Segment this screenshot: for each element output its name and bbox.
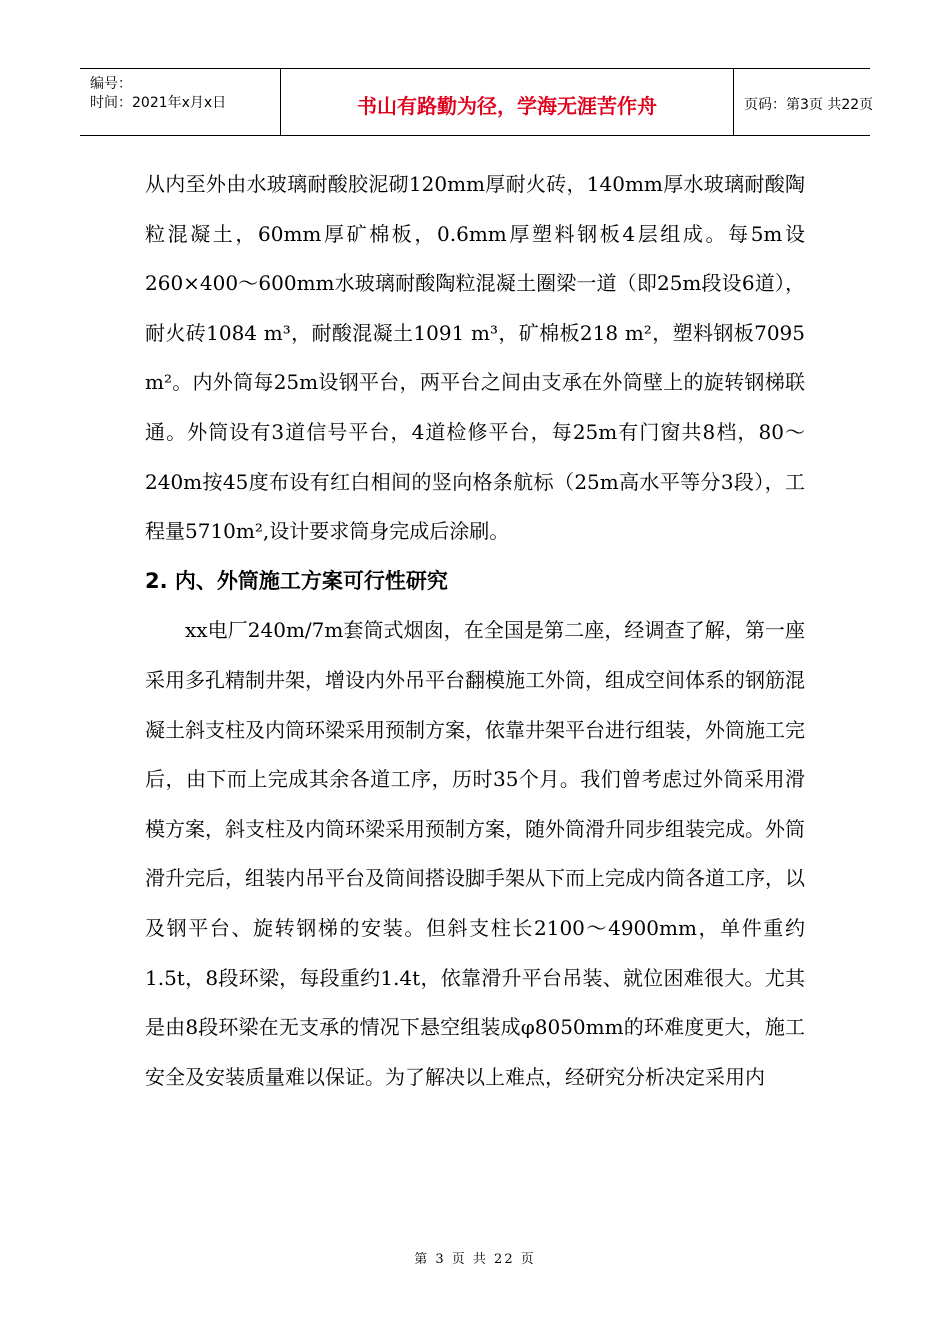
section-heading-2: 2. 内、外筒施工方案可行性研究 xyxy=(145,568,448,593)
paragraph-structure-description: 从内至外由水玻璃耐酸胶泥砌120mm厚耐火砖，140mm厚水玻璃耐酸陶粒混凝土，60mm厚矿棉板，0.6mm厚塑料钢板4层组成。每5m设260×400～600mm水玻璃耐酸陶粒混凝土圈梁一道（即25m段设6道），耐火砖1084 m³，耐酸混凝土1091 m³，矿棉板218 m²，塑料钢板7095 m²。内外筒每25m设钢平台，两平台之间由支承在外筒壁上的旋转钢梯联通。外筒设有3道信号平台，4道检修平台，每25m有门窗共8档，80～240m按45度布设有红白相间的竖向格条航标（25m高水平等分3段），工程量5710m²,设计要求筒身完成后涂刷。 xyxy=(145,172,805,544)
page-header xyxy=(80,68,874,136)
document-date-label: 时间：2021年x月x日 xyxy=(90,95,227,111)
page-footer: 第 3 页 共 22 页 xyxy=(414,1252,536,1267)
header-motto-cell xyxy=(280,69,734,135)
header-page-info: 页码：第3页 共22页 xyxy=(744,97,874,113)
document-number-label: 编号： xyxy=(90,76,132,92)
header-right-cell xyxy=(734,69,874,135)
header-motto: 书山有路勤为径，学海无涯苦作舟 xyxy=(357,94,657,118)
paragraph-feasibility-study: xx电厂240m/7m套筒式烟囱，在全国是第二座，经调查了解，第一座采用多孔精制井架，增设内外吊平台翻模施工外筒，组成空间体系的钢筋混凝土斜支柱及内筒环梁采用预制方案，依靠井架平台进行组装，外筒施工完后，由下而上完成其余各道工序，历时35个月。我们曾考虑过外筒采用滑模方案，斜支柱及内筒环梁采用预制方案，随外筒滑升同步组装完成。外筒滑升完后，组装内吊平台及筒间搭设脚手架从下而上完成内筒各道工序，以及钢平台、旋转钢梯的安装。但斜支柱长2100～4900mm，单件重约1.5t，8段环梁，每段重约1.4t，依靠滑升平台吊装、就位困难很大。尤其是由8段环梁在无支承的情况下悬空组装成φ8050mm的环难度更大，施工安全及安装质量难以保证。为了解决以上难点，经研究分析决定采用内 xyxy=(145,618,805,1089)
header-left-cell xyxy=(80,69,280,135)
document-body xyxy=(145,160,805,1102)
